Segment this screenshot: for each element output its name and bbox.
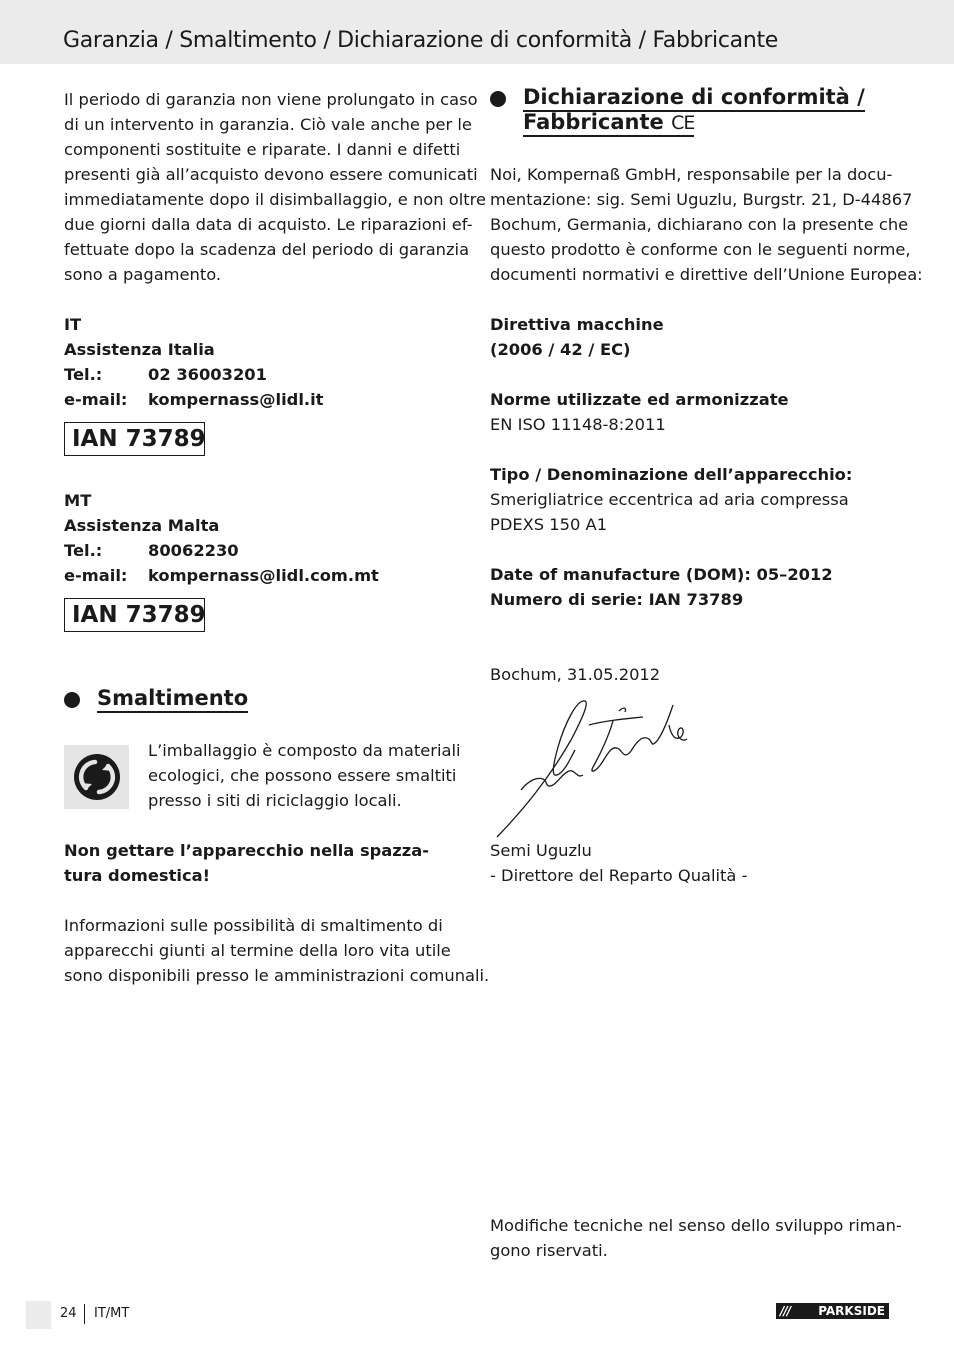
conformity-title-line1: Dichiarazione di conformità / — [523, 85, 865, 112]
text-line: L’imballaggio è composto da materiali — [148, 741, 461, 760]
brand-stripes-icon: /// — [780, 1304, 791, 1318]
type-block — [490, 462, 890, 537]
text-line: fettuate dopo la scadenza del periodo di garanzia — [64, 240, 470, 259]
text-line: Modifiche tecniche nel senso dello sviluppo riman- — [490, 1216, 902, 1235]
email-value[interactable]: kompernass@lidl.it — [148, 390, 324, 409]
text-line: componenti sostituite e riparate. I danni e difetti — [64, 140, 461, 159]
service-block-mt — [64, 488, 464, 588]
text-line: Il periodo di garanzia non viene prolungato in caso — [64, 90, 478, 109]
directive-block — [490, 312, 890, 362]
page-title: Garanzia / Smaltimento / Dichiarazione di conformità / Fabbricante — [63, 28, 779, 53]
disposal-info — [64, 913, 490, 988]
manufacture-block — [490, 562, 890, 612]
email-value[interactable]: kompernass@lidl.com.mt — [148, 566, 379, 585]
text-line: questo prodotto è conforme con le seguenti norme, — [490, 240, 911, 259]
serial-line: Numero di serie: IAN 73789 — [490, 590, 744, 609]
section-title-disposal — [97, 686, 248, 711]
tel-label: Tel.: — [64, 541, 103, 560]
conformity-intro — [490, 162, 923, 287]
email-label: e-mail: — [64, 390, 128, 409]
text-line: Informazioni sulle possibilità di smaltimento di — [64, 916, 443, 935]
recycle-icon-graphic — [72, 752, 122, 802]
text-line: immediatamente dopo il disimballaggio, e non oltre — [64, 190, 486, 209]
service-block-it — [64, 312, 464, 412]
brand-logo — [776, 1303, 889, 1319]
tel-row — [64, 538, 464, 563]
type-label: Tipo / Denominazione dell’apparecchio: — [490, 465, 853, 484]
page-number: 24 — [60, 1306, 77, 1321]
green-dot-recycling-icon — [64, 745, 129, 809]
text-line: ecologici, che possono essere smaltiti — [148, 766, 457, 785]
bullet-icon — [64, 692, 80, 708]
service-name: Assistenza Malta — [64, 516, 220, 535]
text-line: due giorni dalla data di acquisto. Le riparazioni ef- — [64, 215, 473, 234]
technical-note — [490, 1213, 902, 1263]
disposal-title: Smaltimento — [97, 686, 248, 713]
tel-value: 80062230 — [148, 541, 239, 560]
dom-line: Date of manufacture (DOM): 05–2012 — [490, 565, 833, 584]
text-line: di un intervento in garanzia. Ciò vale anche per le — [64, 115, 472, 134]
norms-block — [490, 387, 890, 437]
tel-row — [64, 362, 464, 387]
directive-code: (2006 / 42 / EC) — [490, 340, 631, 359]
tel-label: Tel.: — [64, 365, 103, 384]
text-line: sono disponibili presso le amministrazioni comunali. — [64, 966, 490, 985]
country-code: IT — [64, 315, 82, 334]
text-line: presso i siti di riciclaggio locali. — [148, 791, 402, 810]
tel-value: 02 36003201 — [148, 365, 267, 384]
email-row — [64, 387, 464, 412]
warranty-paragraph — [64, 87, 486, 287]
signer-role: - Direttore del Reparto Qualità - — [490, 866, 748, 885]
type-value: Smerigliatrice eccentrica ad aria compressa — [490, 490, 849, 509]
country-code: MT — [64, 491, 92, 510]
email-row — [64, 563, 464, 588]
signer-block — [490, 838, 890, 888]
text-line: documenti normativi e direttive dell’Unione Europea: — [490, 265, 923, 284]
ian-box-it: IAN 73789 — [64, 422, 205, 456]
text-line: Bochum, Germania, dichiarano con la presente che — [490, 215, 909, 234]
brand-name: PARKSIDE — [818, 1304, 885, 1318]
text-line: apparecchi giunti al termine della loro vita utile — [64, 941, 451, 960]
email-label: e-mail: — [64, 566, 128, 585]
service-name: Assistenza Italia — [64, 340, 215, 359]
text-line: sono a pagamento. — [64, 265, 222, 284]
ce-mark-icon: CE — [671, 112, 695, 134]
header-bar — [0, 0, 954, 64]
text-line: Non gettare l’apparecchio nella spazza- — [64, 841, 429, 860]
footer-marker — [26, 1301, 51, 1329]
text-line: gono riservati. — [490, 1241, 608, 1260]
signer-name: Semi Uguzlu — [490, 841, 592, 860]
section-title-conformity — [523, 85, 865, 136]
signature-image — [493, 695, 693, 840]
place-date — [490, 662, 890, 687]
model-value: PDEXS 150 A1 — [490, 515, 608, 534]
norms-label: Norme utilizzate ed armonizzate — [490, 390, 789, 409]
norms-value: EN ISO 11148-8:2011 — [490, 415, 666, 434]
packaging-text — [148, 738, 461, 813]
conformity-title-line2: Fabbricante CE — [523, 110, 694, 137]
text-line: tura domestica! — [64, 866, 211, 885]
bullet-icon — [490, 91, 506, 107]
language-code: IT/MT — [94, 1306, 130, 1321]
footer-divider — [84, 1304, 85, 1324]
text-line: mentazione: sig. Semi Uguzlu, Burgstr. 21, D-44867 — [490, 190, 913, 209]
ian-box-mt: IAN 73789 — [64, 598, 205, 632]
text-line: Noi, Kompernaß GmbH, responsabile per la docu- — [490, 165, 893, 184]
disposal-warning — [64, 838, 464, 888]
directive-label: Direttiva macchine — [490, 315, 664, 334]
place-date-text: Bochum, 31.05.2012 — [490, 665, 661, 684]
text-line: presenti già all’acquisto devono essere comunicati — [64, 165, 478, 184]
